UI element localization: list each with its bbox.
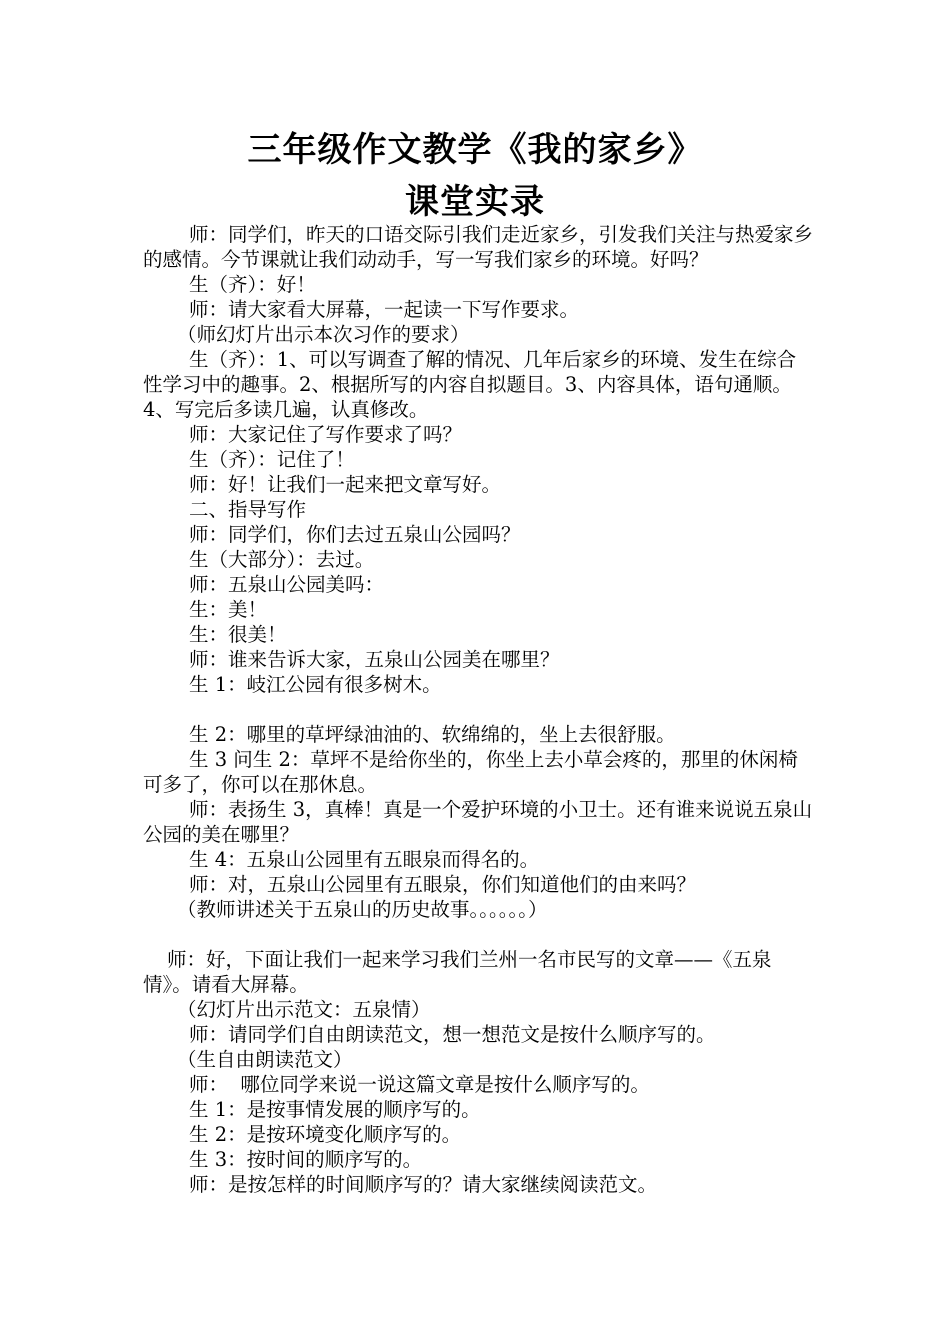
paragraph: 生 3：按时间的顺序写的。 xyxy=(189,1148,423,1171)
paragraph: 生 3 问生 2：草坪不是给你坐的，你坐上去小草会疼的，那里的休闲椅可多了，你可以在那休息。 xyxy=(143,748,798,796)
paragraph: 生 4：五泉山公园里有五眼泉而得名的。 xyxy=(189,848,540,871)
blank-line xyxy=(143,697,813,722)
paragraph: 生 2：是按环境变化顺序写的。 xyxy=(189,1123,462,1146)
paragraph: 生（齐）：记住了！ xyxy=(189,448,355,471)
paragraph: 师：好！让我们一起来把文章写好。 xyxy=(189,473,502,496)
paragraph: 师： 哪位同学来说一说这篇文章是按什么顺序写的。 xyxy=(189,1073,650,1096)
paragraph: （教师讲述关于五泉山的历史故事。。。。。。） xyxy=(177,898,548,921)
paragraph: 师：同学们，昨天的口语交际引我们走近家乡，引发我们关注与热爱家乡的感情。今节课就让我们动动手，写一写我们家乡的环境。好吗？ xyxy=(143,223,814,271)
paragraph: （生自由朗读范文） xyxy=(177,1048,353,1071)
paragraph: 生 1：是按事情发展的顺序写的。 xyxy=(189,1098,481,1121)
paragraph: 师：谁来告诉大家，五泉山公园美在哪里？ xyxy=(189,648,560,671)
paragraph: 师：请大家看大屏幕，一起读一下写作要求。 xyxy=(189,298,580,321)
paragraph: （幻灯片出示范文：五泉情） xyxy=(177,998,431,1021)
paragraph: （师幻灯片出示本次习作的要求） xyxy=(177,323,470,346)
paragraph: 师：请同学们自由朗读范文，想一想范文是按什么顺序写的。 xyxy=(189,1023,716,1046)
paragraph: 生：很美！ xyxy=(189,623,287,646)
document-subtitle: 课堂实录 xyxy=(405,182,545,222)
paragraph: 生（齐）：好！ xyxy=(189,273,316,296)
paragraph: 生 1：岐江公园有很多树木。 xyxy=(189,673,442,696)
paragraph: 师：是按怎样的时间顺序写的？请大家继续阅读范文。 xyxy=(189,1173,658,1196)
paragraph: 师：对，五泉山公园里有五眼泉，你们知道他们的由来吗？ xyxy=(189,873,697,896)
blank-line xyxy=(143,922,813,947)
paragraph: 师：表扬生 3，真棒！真是一个爱护环境的小卫士。还有谁来说说五泉山公园的美在哪里？ xyxy=(143,798,813,846)
paragraph: 师：好，下面让我们一起来学习我们兰州一名市民写的文章——《五泉情》。请看大屏幕。 xyxy=(143,948,772,996)
paragraph: 师：同学们，你们去过五泉山公园吗？ xyxy=(189,523,521,546)
paragraph: 师：大家记住了写作要求了吗？ xyxy=(189,423,463,446)
document-body xyxy=(143,222,813,1197)
paragraph: 生 2：哪里的草坪绿油油的、软绵绵的，坐上去很舒服。 xyxy=(189,723,676,746)
paragraph: 生（齐）：1、可以写调查了解的情况、几年后家乡的环境、发生在综合性学习中的趣事。2、根据所写的内容自拟题目。3、内容具体，语句通顺。4、写完后多读几遍，认真修改。 xyxy=(143,348,797,421)
paragraph: 师：五泉山公园美吗： xyxy=(189,573,385,596)
paragraph: 生：美！ xyxy=(189,598,268,621)
document-title: 三年级作文教学《我的家乡》 xyxy=(247,130,703,170)
section-heading: 二、指导写作 xyxy=(189,498,307,521)
paragraph: 生（大部分）：去过。 xyxy=(189,548,375,571)
